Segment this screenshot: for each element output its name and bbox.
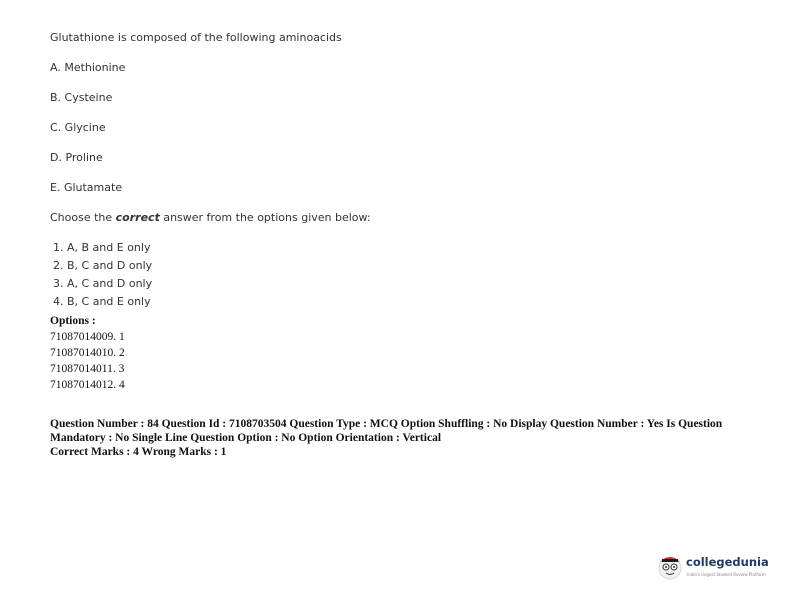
statement-b: B. Cysteine (50, 91, 113, 104)
question-text: Glutathione is composed of the following aminoacids (50, 31, 342, 44)
choose-bold: correct (115, 211, 160, 224)
statement-d: D. Proline (50, 151, 103, 164)
choose-post: answer from the options given below: (159, 211, 371, 224)
option-id-3: 71087014011. 3 (50, 363, 125, 375)
meta-line-1: Question Number : 84 Question Id : 7108703504 Question Type : MCQ Option Shuffling : No Display Question Number : Yes Is Question Mandatory : No Single Line Question Option : No Option Orientation : Vertical (50, 418, 723, 444)
question-meta (50, 417, 730, 459)
logo-wordmark: collegedunia (686, 555, 769, 569)
choose-pre: Choose the (50, 211, 116, 224)
statement-e: E. Glutamate (50, 181, 123, 194)
answer-option-2: 2. B, C and D only (53, 259, 153, 272)
statement-a: A. Methionine (50, 61, 126, 74)
answer-option-3: 3. A, C and D only (53, 277, 153, 290)
option-id-4: 71087014012. 4 (50, 379, 125, 391)
logo-tagline: India's largest Student Review Platform (687, 572, 766, 577)
options-heading: Options : (50, 315, 96, 327)
statement-c: C. Glycine (50, 121, 106, 134)
meta-line-2: Correct Marks : 4 Wrong Marks : 1 (50, 446, 227, 458)
choose-instruction (50, 211, 371, 224)
option-id-2: 71087014010. 2 (50, 347, 125, 359)
mascot-icon (658, 553, 684, 583)
answer-option-1: 1. A, B and E only (53, 241, 151, 254)
option-id-1: 71087014009. 1 (50, 331, 125, 343)
answer-option-4: 4. B, C and E only (53, 295, 151, 308)
collegedunia-logo (658, 553, 768, 587)
